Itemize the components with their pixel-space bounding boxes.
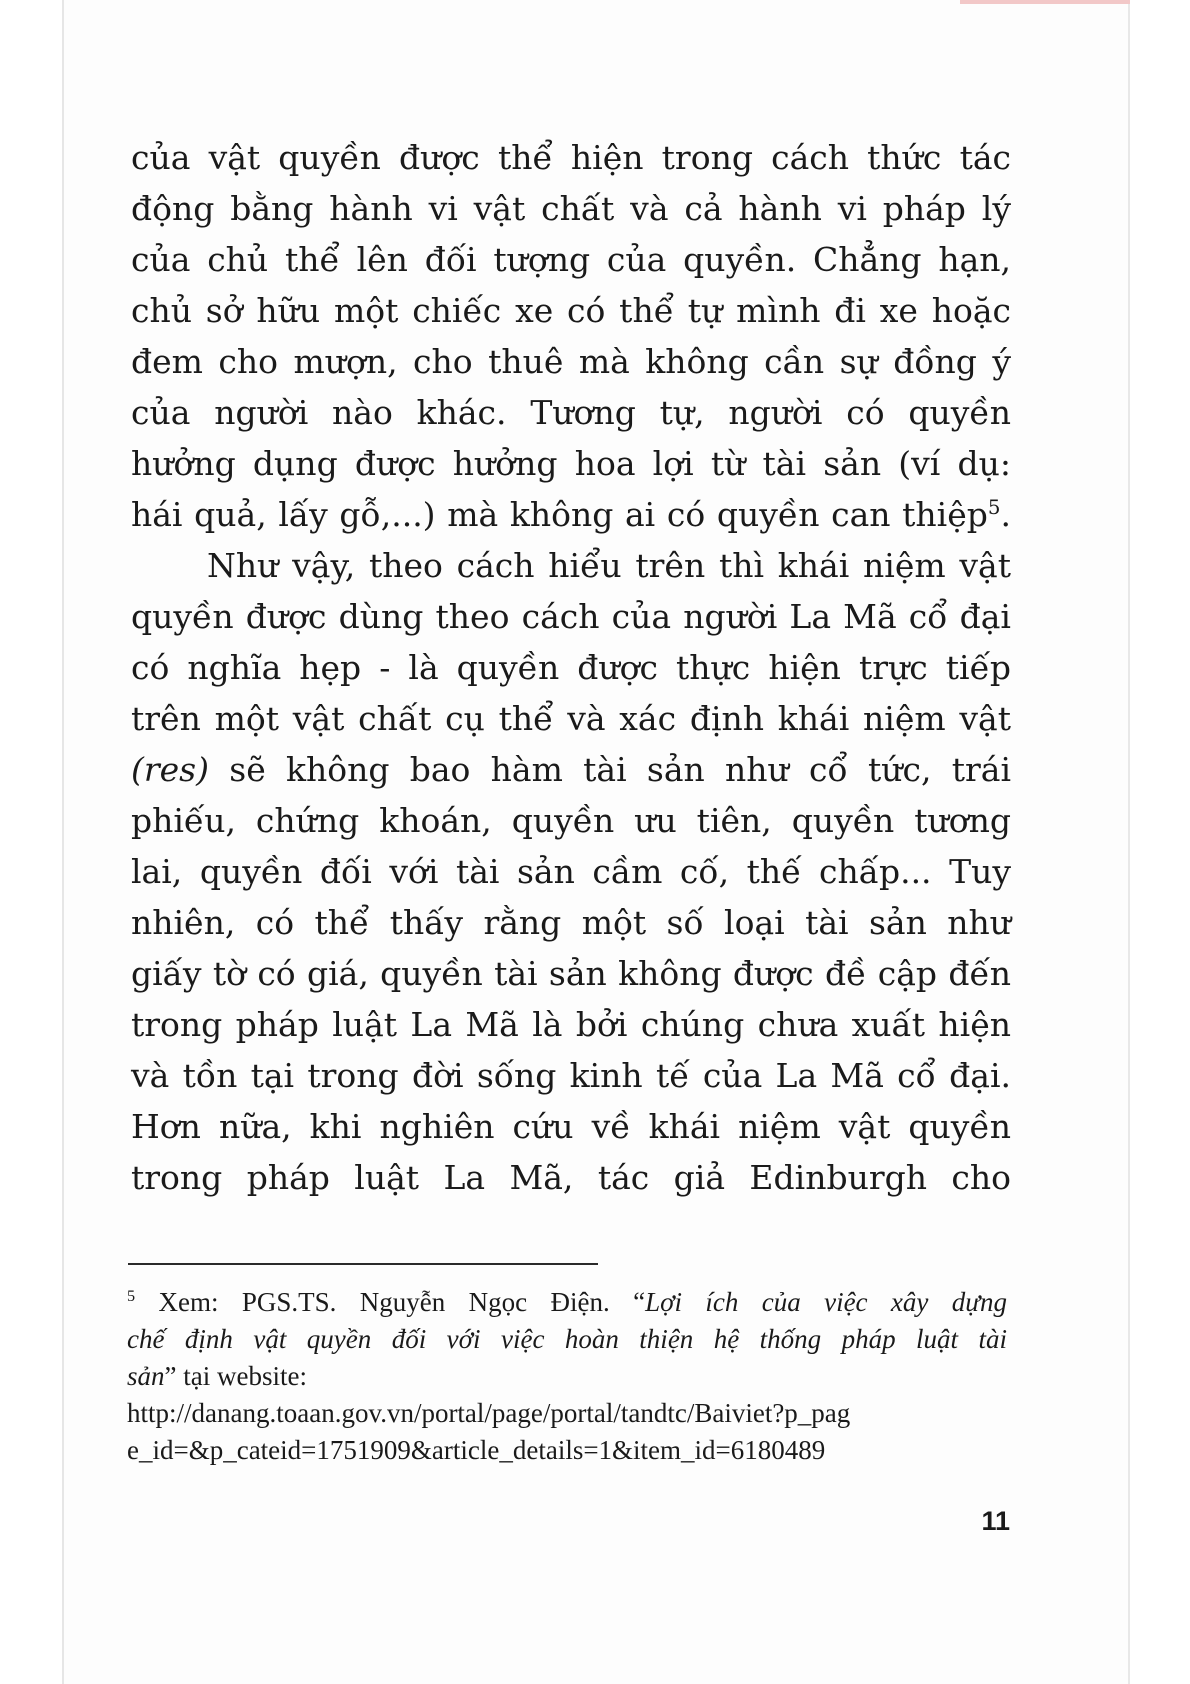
text-line-content: hái quả, lấy gỗ,...) mà không ai có quyền can thiệp [131,495,988,534]
text-line: của chủ thể lên đối tượng của quyền. Chẳng hạn, [131,240,1011,279]
text-line: hưởng dụng được hưởng hoa lợi từ tài sản (ví dụ: [131,444,1011,483]
footnote-title: sản [127,1361,165,1391]
text-line-with-footnote [131,489,1011,540]
footnote-prefix: Xem: PGS.TS. Nguyễn Ngọc Điện. “ [135,1287,646,1317]
footnote-suffix: ” tại website: [164,1361,307,1391]
text-line: chủ sở hữu một chiếc xe có thể tự mình đi xe hoặc [131,291,1011,330]
text-line: có nghĩa hẹp - là quyền được thực hiện trực tiếp [131,648,1011,687]
text-line: lai, quyền đối với tài sản cầm cố, thế chấp... Tuy [131,852,1011,891]
footnote [127,1284,1007,1469]
text-line: của người nào khác. Tương tự, người có quyền [131,393,1011,432]
text-line: đem cho mượn, cho thuê mà không cần sự đồng ý [131,342,1011,381]
text-line: trong pháp luật La Mã, tác giả Edinburgh cho [131,1158,1011,1197]
text-line: quyền được dùng theo cách của người La Mã cổ đại [131,597,1011,636]
text-line-content: sẽ không bao hàm tài sản như cổ tức, trái [209,750,1011,789]
text-line: Như vậy, theo cách hiểu trên thì khái niệm vật [207,546,1011,585]
text-line: Hơn nữa, khi nghiên cứu về khái niệm vật quyền [131,1107,1011,1146]
text-line: giấy tờ có giá, quyền tài sản không được đề cập đến [131,954,1011,993]
footnote-url: e_id=&p_cateid=1751909&article_details=1&item_id=6180489 [127,1435,826,1465]
text-line: trong pháp luật La Mã là bởi chúng chưa xuất hiện [131,1005,1011,1044]
body-text [131,132,1011,1203]
text-line: động bằng hành vi vật chất và cả hành vi pháp lý [131,189,1011,228]
footnote-line [127,1358,1007,1395]
text-line: nhiên, có thể thấy rằng một số loại tài sản như [131,903,1011,942]
footnote-divider [128,1263,598,1265]
page-edge-mark [960,0,1130,4]
footnote-url: http://danang.toaan.gov.vn/portal/page/portal/tandtc/Baiviet?p_pag [127,1398,851,1428]
sentence-end: . [1000,495,1011,534]
text-line: của vật quyền được thể hiện trong cách thức tác [131,138,1011,177]
footnote-title: Lợi ích của việc xây dựng [645,1287,1007,1317]
footnote-marker: 5 [127,1287,136,1305]
footnote-title: chế định vật quyền đối với việc hoàn thiện hệ thống pháp luật tài [127,1324,1007,1354]
text-line: phiếu, chứng khoán, quyền ưu tiên, quyền tương [131,801,1011,840]
footnote-line [127,1284,1007,1321]
italic-term: (res) [131,750,209,789]
text-line: trên một vật chất cụ thể và xác định khái niệm vật [131,699,1011,738]
text-line: và tồn tại trong đời sống kinh tế của La Mã cổ đại. [131,1056,1011,1095]
page-number: 11 [981,1506,1010,1536]
text-line-with-italic [131,744,1011,795]
footnote-reference: 5 [987,496,1001,519]
